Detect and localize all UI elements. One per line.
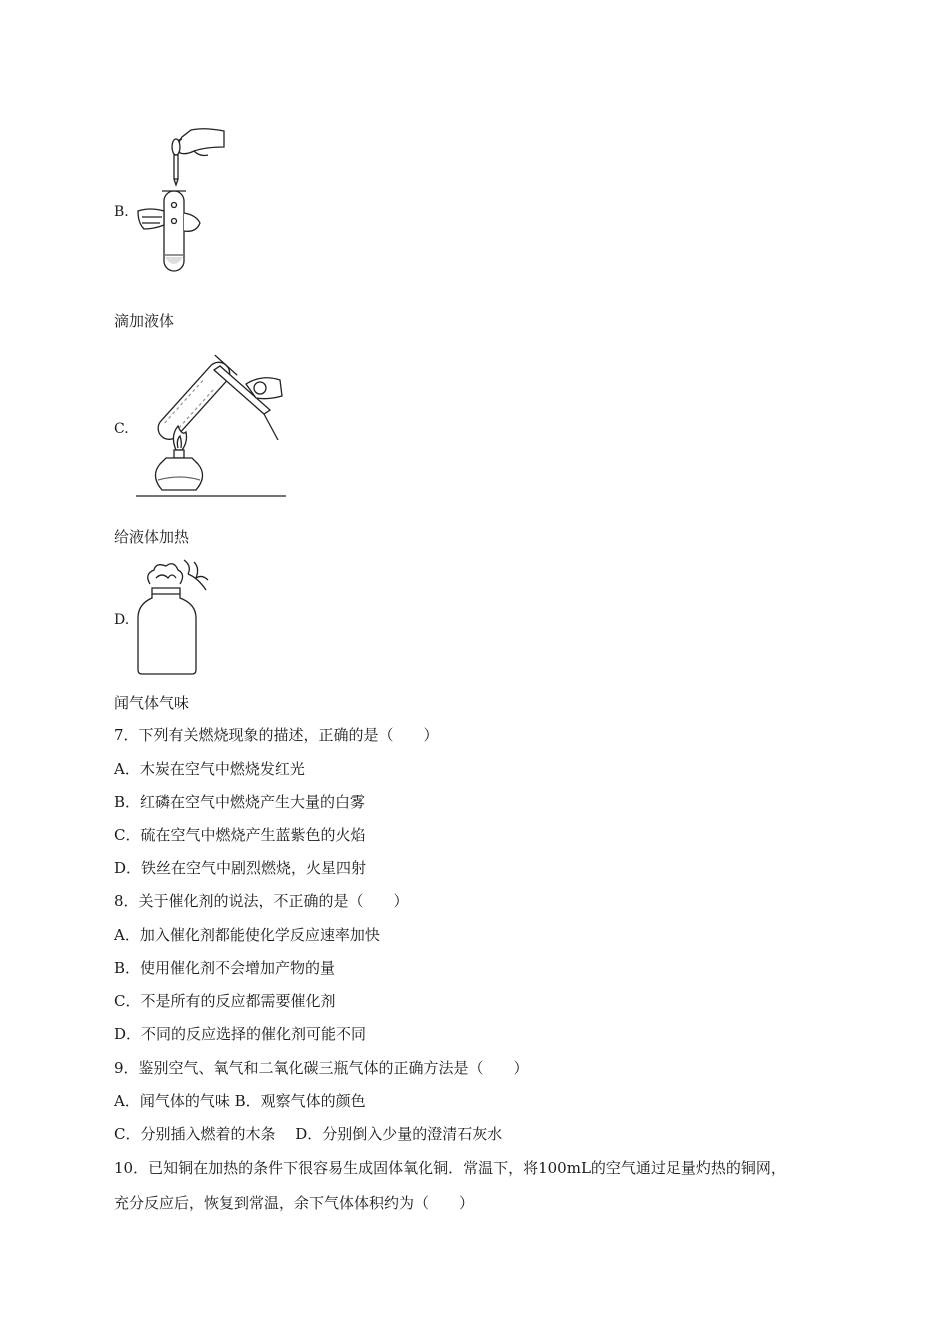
question-8-choice-d: D．不同的反应选择的催化剂可能不同 [114, 1025, 367, 1043]
option-b-caption: 滴加液体 [114, 312, 175, 330]
option-d-caption: 闻气体气味 [114, 694, 190, 712]
question-8-choice-c: C．不是所有的反应都需要催化剂 [114, 992, 336, 1010]
heating-test-tube-illustration [136, 340, 286, 500]
question-8-choice-a: A．加入催化剂都能使化学反应速率加快 [114, 926, 380, 944]
question-10-stem: 10．已知铜在加热的条件下很容易生成固体氧化铜．常温下，将100mL的空气通过足量灼热的铜网， [114, 1159, 786, 1177]
question-7-choice-a: A．木炭在空气中燃烧发红光 [114, 760, 305, 778]
question-9-choices-cd: C．分别插入燃着的木条 D．分别倒入少量的澄清石灰水 [114, 1125, 503, 1143]
question-7-choice-c: C．硫在空气中燃烧产生蓝紫色的火焰 [114, 826, 366, 844]
option-letter-c: C. [114, 421, 129, 437]
test-tube-dropper-illustration [136, 125, 232, 277]
question-8-choice-b: B．使用催化剂不会增加产物的量 [114, 959, 336, 977]
gas-bottle-smell-illustration [136, 556, 212, 678]
question-8-stem: 8．关于催化剂的说法，不正确的是（ ） [114, 892, 409, 910]
option-letter-d: D. [114, 612, 130, 628]
question-10-stem-continued: 充分反应后，恢复到常温，余下气体体积约为（ ） [114, 1194, 475, 1212]
question-7-choice-b: B．红磷在空气中燃烧产生大量的白雾 [114, 793, 366, 811]
option-c-caption: 给液体加热 [114, 528, 190, 546]
question-7-choice-d: D．铁丝在空气中剧烈燃烧，火星四射 [114, 859, 367, 877]
question-7-stem: 7．下列有关燃烧现象的描述，正确的是（ ） [114, 726, 439, 744]
question-9-stem: 9．鉴别空气、氧气和二氧化碳三瓶气体的正确方法是（ ） [114, 1059, 529, 1077]
question-9-choices-ab: A．闻气体的气味 B．观察气体的颜色 [114, 1092, 366, 1110]
option-letter-b: B. [114, 204, 129, 220]
